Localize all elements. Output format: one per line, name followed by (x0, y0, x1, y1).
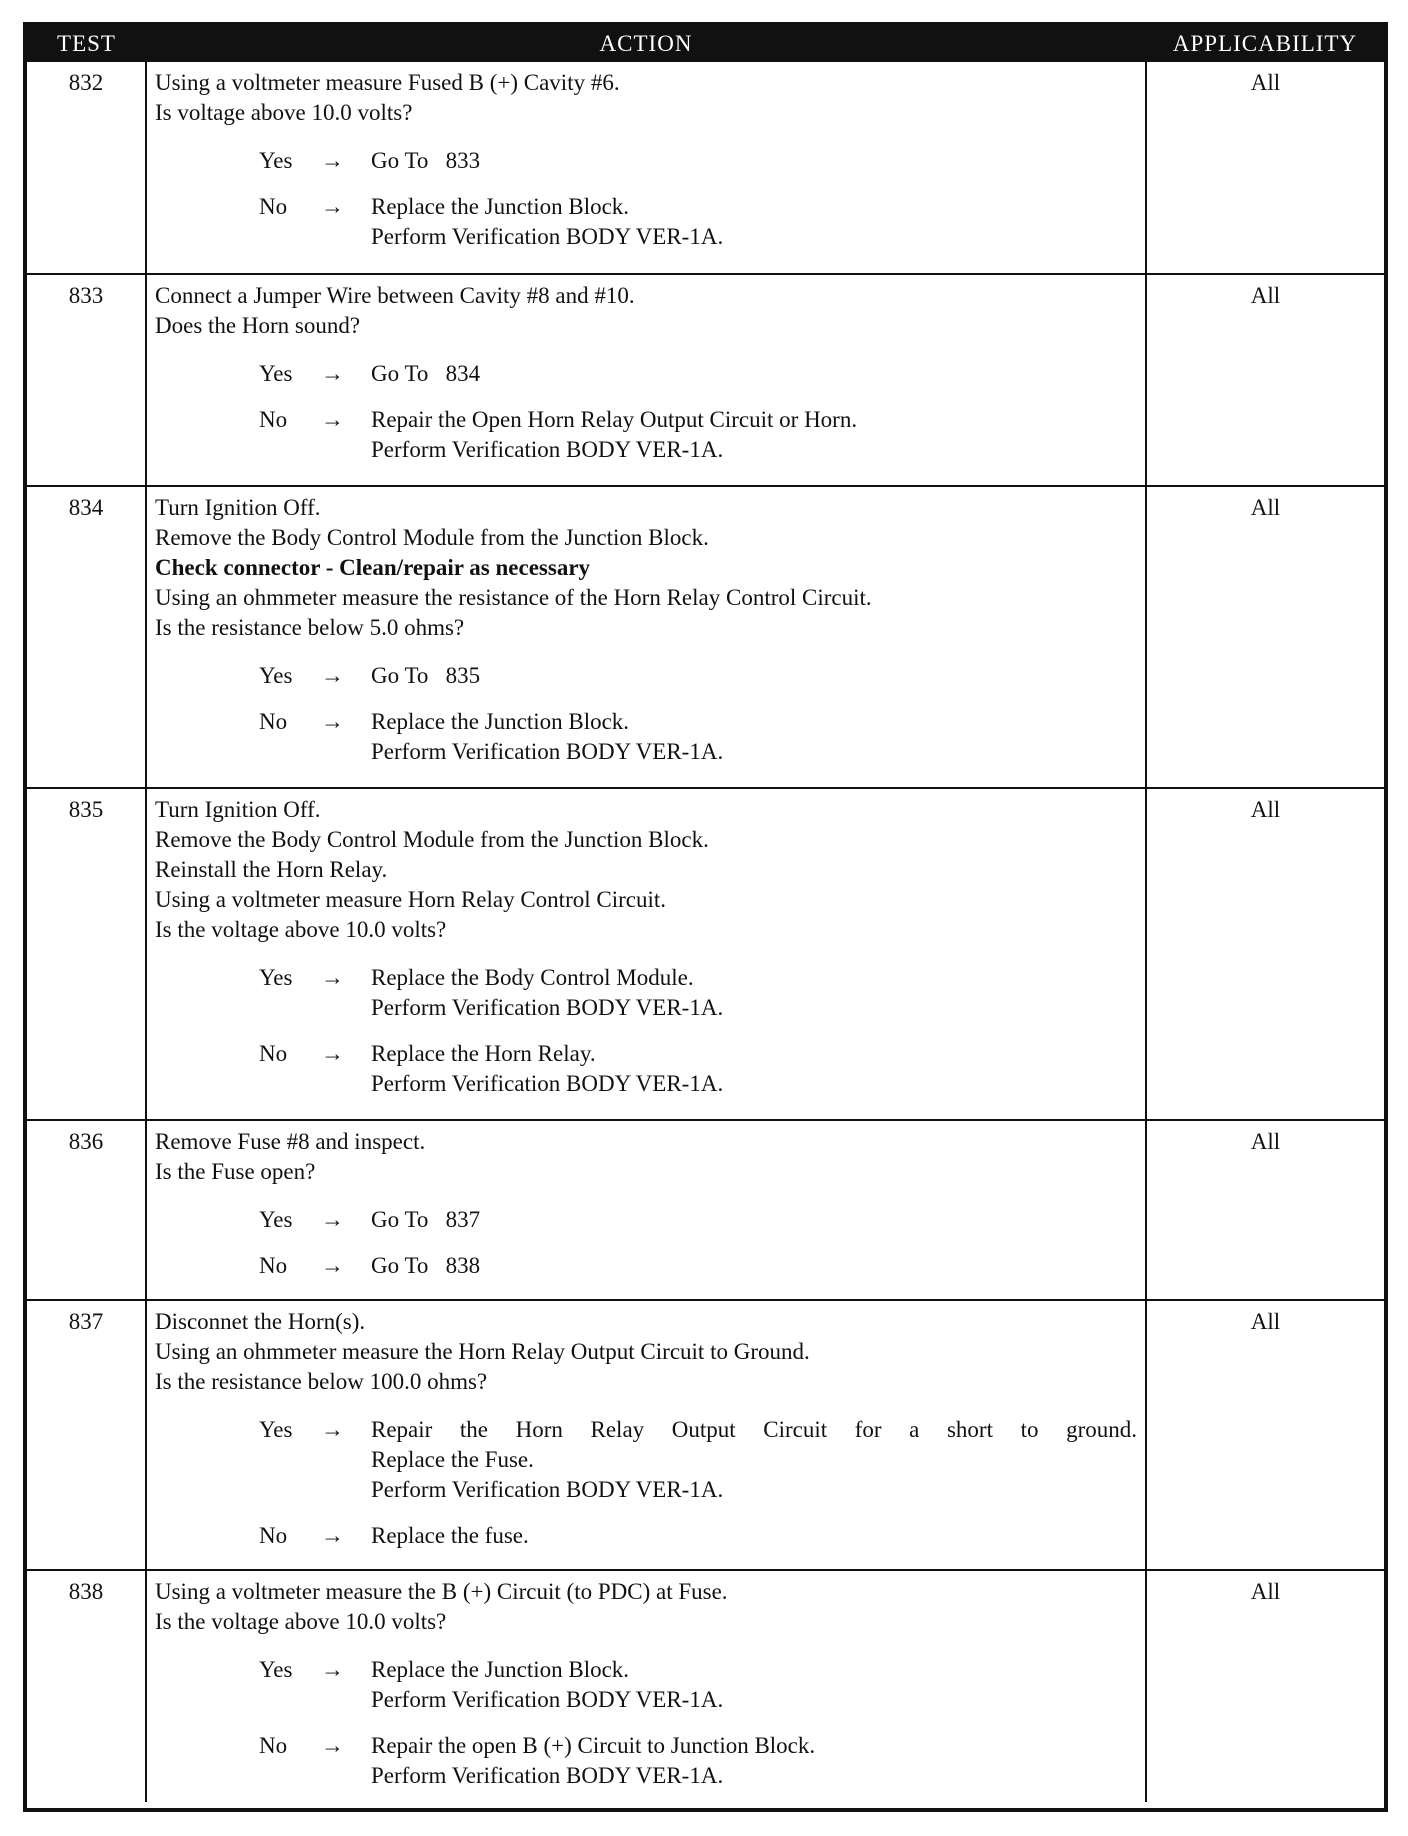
applicability-value: All (1250, 70, 1281, 95)
step-text: Turn Ignition Off. (155, 797, 321, 822)
test-row-838 (27, 1570, 1384, 1802)
yes-branch (155, 661, 1137, 691)
action-cell (146, 788, 1146, 1120)
yes-branch (155, 1205, 1137, 1235)
yes-label: Yes (259, 1657, 293, 1682)
yes-branch (155, 146, 1137, 176)
yes-action: Go To 833 (371, 148, 481, 173)
no-label: No (259, 1523, 288, 1548)
yes-action: Go To 837 (371, 1207, 481, 1232)
step-question: Is the Fuse open? (155, 1159, 316, 1184)
step-question: Is the resistance below 5.0 ohms? (155, 615, 465, 640)
arrow-icon: → (321, 663, 344, 688)
applicability-value: All (1146, 1300, 1384, 1570)
no-branch (155, 405, 1137, 465)
test-number: 838 (27, 1570, 146, 1802)
action-cell (146, 274, 1146, 486)
step-text: Remove the Body Control Module from the Junction Block. (155, 525, 709, 550)
yes-action: Repair the Horn Relay Output Circuit for a short to ground. (371, 1417, 1137, 1442)
step-text: Reinstall the Horn Relay. (155, 857, 388, 882)
test-number: 833 (27, 274, 146, 486)
header-action: ACTION (146, 26, 1146, 62)
no-action: Replace the Horn Relay. (371, 1041, 596, 1066)
table-header (27, 26, 1384, 62)
arrow-icon: → (321, 1657, 344, 1682)
applicability-value: All (1146, 274, 1384, 486)
step-text: Turn Ignition Off. (155, 495, 321, 520)
yes-action: Go To 835 (371, 663, 481, 688)
action-cell (146, 1120, 1146, 1300)
no-label: No (259, 1041, 288, 1066)
applicability-value: All (1146, 486, 1384, 788)
no-branch (155, 1731, 1137, 1791)
arrow-icon: → (321, 709, 344, 734)
action-cell (146, 1300, 1146, 1570)
step-question: Is the voltage above 10.0 volts? (155, 1609, 447, 1634)
arrow-icon: → (321, 1417, 344, 1442)
yes-label: Yes (259, 1207, 293, 1232)
yes-branch (155, 1655, 1137, 1715)
no-action: Perform Verification BODY VER-1A. (371, 1763, 724, 1788)
step-text: Connect a Jumper Wire between Cavity #8 and #10. (155, 283, 635, 308)
step-text: Using a voltmeter measure the B (+) Circuit (to PDC) at Fuse. (155, 1579, 728, 1604)
diagnostic-table-frame (23, 22, 1388, 1812)
test-row-834 (27, 486, 1384, 788)
arrow-icon: → (321, 194, 344, 219)
test-row-837 (27, 1300, 1384, 1570)
step-text: Using a voltmeter measure Fused B (+) Cavity #6. (155, 70, 620, 95)
test-number: 832 (27, 62, 146, 274)
step-warning: Check connector - Clean/repair as necessary (155, 555, 591, 580)
step-text: Disconnet the Horn(s). (155, 1309, 366, 1334)
arrow-icon: → (321, 1253, 344, 1278)
yes-label: Yes (259, 361, 293, 386)
test-number: 834 (27, 486, 146, 788)
test-number: 835 (27, 788, 146, 1120)
step-text: Using a voltmeter measure Horn Relay Control Circuit. (155, 887, 666, 912)
arrow-icon: → (321, 1733, 344, 1758)
yes-branch (155, 1415, 1137, 1505)
action-cell (146, 486, 1146, 788)
no-action: Repair the open B (+) Circuit to Junction Block. (371, 1733, 816, 1758)
no-action: Replace the Junction Block. (371, 194, 630, 219)
no-branch (155, 1251, 1137, 1281)
no-label: No (259, 194, 288, 219)
step-question: Is the resistance below 100.0 ohms? (155, 1369, 488, 1394)
test-row-833 (27, 274, 1384, 486)
arrow-icon: → (321, 1523, 344, 1548)
action-cell (146, 62, 1146, 274)
no-branch (155, 1039, 1137, 1099)
yes-action: Go To 834 (371, 361, 481, 386)
arrow-icon: → (321, 407, 344, 432)
step-question: Is voltage above 10.0 volts? (155, 100, 413, 125)
no-label: No (259, 1253, 288, 1278)
action-cell (146, 1570, 1146, 1802)
yes-action: Replace the Body Control Module. (371, 965, 694, 990)
yes-label: Yes (259, 148, 293, 173)
arrow-icon: → (321, 148, 344, 173)
test-row-832 (27, 62, 1384, 274)
yes-action: Replace the Junction Block. (371, 1657, 630, 1682)
step-question: Is the voltage above 10.0 volts? (155, 917, 447, 942)
step-text: Using an ohmmeter measure the Horn Relay Output Circuit to Ground. (155, 1339, 810, 1364)
no-action: Replace the fuse. (371, 1523, 529, 1548)
test-row-835 (27, 788, 1384, 1120)
test-row-836 (27, 1120, 1384, 1300)
arrow-icon: → (321, 1041, 344, 1066)
applicability-value: All (1146, 1120, 1384, 1300)
yes-label: Yes (259, 965, 293, 990)
no-action: Perform Verification BODY VER-1A. (371, 224, 724, 249)
yes-label: Yes (259, 663, 293, 688)
no-branch (155, 192, 1137, 252)
yes-action: Replace the Fuse. (371, 1447, 534, 1472)
no-label: No (259, 407, 288, 432)
arrow-icon: → (321, 965, 344, 990)
yes-action: Perform Verification BODY VER-1A. (371, 1477, 724, 1502)
step-text: Using an ohmmeter measure the resistance of the Horn Relay Control Circuit. (155, 585, 872, 610)
no-action: Perform Verification BODY VER-1A. (371, 437, 724, 462)
yes-action: Perform Verification BODY VER-1A. (371, 1687, 724, 1712)
yes-branch (155, 963, 1137, 1023)
arrow-icon: → (321, 1207, 344, 1232)
applicability-value: All (1146, 788, 1384, 1120)
step-text: Remove the Body Control Module from the Junction Block. (155, 827, 709, 852)
no-label: No (259, 709, 288, 734)
yes-action: Perform Verification BODY VER-1A. (371, 995, 724, 1020)
no-label: No (259, 1733, 288, 1758)
step-text: Remove Fuse #8 and inspect. (155, 1129, 426, 1154)
header-test: TEST (27, 26, 146, 62)
no-action: Perform Verification BODY VER-1A. (371, 739, 724, 764)
diagnostic-table (27, 26, 1384, 1802)
yes-branch (155, 359, 1137, 389)
applicability-value: All (1146, 1570, 1384, 1802)
no-action: Replace the Junction Block. (371, 709, 630, 734)
arrow-icon: → (321, 361, 344, 386)
no-action: Repair the Open Horn Relay Output Circuit or Horn. (371, 407, 858, 432)
test-number: 837 (27, 1300, 146, 1570)
yes-label: Yes (259, 1417, 293, 1442)
test-number: 836 (27, 1120, 146, 1300)
header-applicability: APPLICABILITY (1146, 26, 1384, 62)
no-action: Perform Verification BODY VER-1A. (371, 1071, 724, 1096)
no-action: Go To 838 (371, 1253, 481, 1278)
no-branch (155, 1521, 1137, 1551)
no-branch (155, 707, 1137, 767)
step-question: Does the Horn sound? (155, 313, 361, 338)
